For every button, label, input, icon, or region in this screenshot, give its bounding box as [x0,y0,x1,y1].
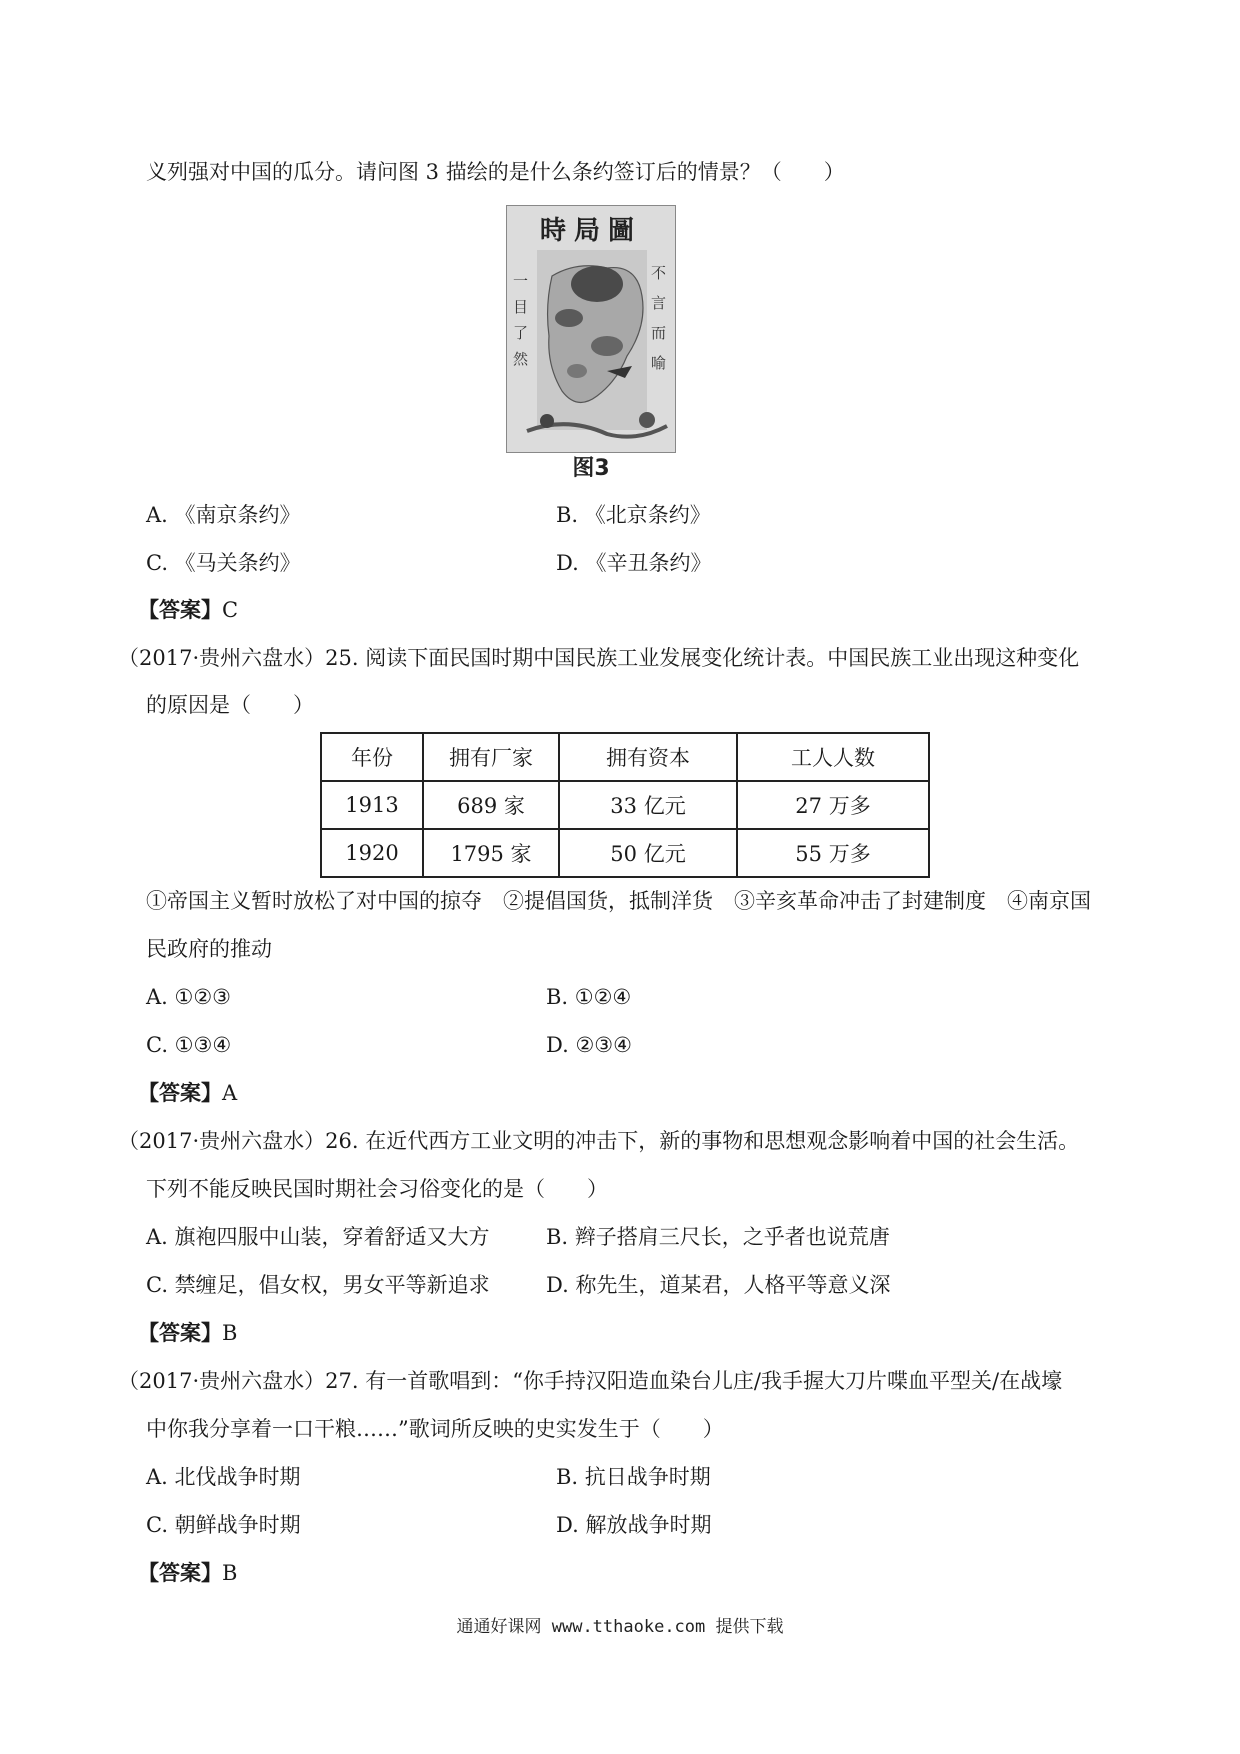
q25-stem-line2: 的原因是（ ） [146,693,314,717]
answer-label: 【答案】 [138,1080,222,1105]
q27-option-d: D. 解放战争时期 [556,1513,712,1537]
q27-option-a: A. 北伐战争时期 [146,1465,301,1489]
q26-answer [138,1318,237,1348]
q24-option-b: B. 《北京条约》 [556,503,711,527]
answer-value: C [222,598,239,622]
table-header-cell: 工人人数 [737,733,929,781]
q26-stem-line2: 下列不能反映民国时期社会习俗变化的是（ ） [146,1177,608,1201]
table-row [321,829,929,877]
q26-option-b: B. 辫子搭肩三尺长，之乎者也说荒唐 [546,1225,890,1249]
table-header-row [321,733,929,781]
answer-value: B [222,1321,238,1345]
table-cell: 33 亿元 [559,781,737,829]
figure-caption: 图3 [572,456,610,481]
answer-value: A [222,1081,238,1105]
q25-items-line2: 民政府的推动 [146,937,272,961]
q24-stem: 义列强对中国的瓜分。请问图 3 描绘的是什么条约签订后的情景？（ ） [146,160,845,184]
q27-answer [138,1558,237,1588]
footer-text: 通通好课网 www.tthaoke.com 提供下载 [456,1617,784,1637]
q25-option-d: D. ②③④ [546,1033,632,1057]
q24-option-d: D. 《辛丑条约》 [556,551,712,575]
answer-label: 【答案】 [138,1560,222,1585]
q25-option-a: A. ①②③ [146,985,231,1009]
answer-value: B [222,1561,238,1585]
table-cell: 27 万多 [737,781,929,829]
table-cell: 55 万多 [737,829,929,877]
answer-label: 【答案】 [138,1320,222,1345]
q24-option-c: C. 《马关条约》 [146,551,301,575]
table-header-cell: 拥有资本 [559,733,737,781]
q25-option-b: B. ①②④ [546,985,632,1009]
q26-option-c: C. 禁缠足，倡女权，男女平等新追求 [146,1273,490,1297]
table-header-cell: 拥有厂家 [423,733,559,781]
q25-items-line1: ①帝国主义暂时放松了对中国的掠夺 ②提倡国货，抵制洋货 ③辛亥革命冲击了封建制度 ④南京国 [146,889,1091,913]
poster-left-text: 一目了然 [513,272,529,368]
table-cell: 1795 家 [423,829,559,877]
q26-option-a: A. 旗袍四服中山装，穿着舒适又大方 [146,1225,490,1249]
figure-3 [506,205,676,483]
q24-answer [138,595,238,625]
q27-stem-line2: 中你我分享着一口干粮……”歌词所反映的史实发生于（ ） [146,1417,724,1441]
q27-stem-line1: （2017·贵州六盘水）27. 有一首歌唱到：“你手持汉阳造血染台儿庄/我手握大刀片喋血平型关/在战壕 [118,1369,1063,1393]
poster-title: 時局圖 [539,216,642,246]
industry-stats-table [320,732,930,878]
q27-option-c: C. 朝鲜战争时期 [146,1513,301,1537]
q24-option-a: A. 《南京条约》 [146,503,301,527]
q26-stem-line1: （2017·贵州六盘水）26. 在近代西方工业文明的冲击下，新的事物和思想观念影响着中国的社会生活。 [118,1129,1080,1153]
table-row [321,781,929,829]
q25-answer [138,1078,237,1108]
q27-option-b: B. 抗日战争时期 [556,1465,711,1489]
table-cell: 1920 [321,829,423,877]
q25-stem-line1: （2017·贵州六盘水）25. 阅读下面民国时期中国民族工业发展变化统计表。中国民族工业出现这种变化 [118,646,1080,670]
table-cell: 689 家 [423,781,559,829]
poster-image [506,205,676,453]
poster-map-illustration [507,206,677,454]
answer-label: 【答案】 [138,597,222,622]
table-header-cell: 年份 [321,733,423,781]
q26-option-d: D. 称先生，道某君，人格平等意义深 [546,1273,891,1297]
table-cell: 1913 [321,781,423,829]
q25-option-c: C. ①③④ [146,1033,232,1057]
table-cell: 50 亿元 [559,829,737,877]
poster-right-text: 不言而喻 [651,264,667,372]
